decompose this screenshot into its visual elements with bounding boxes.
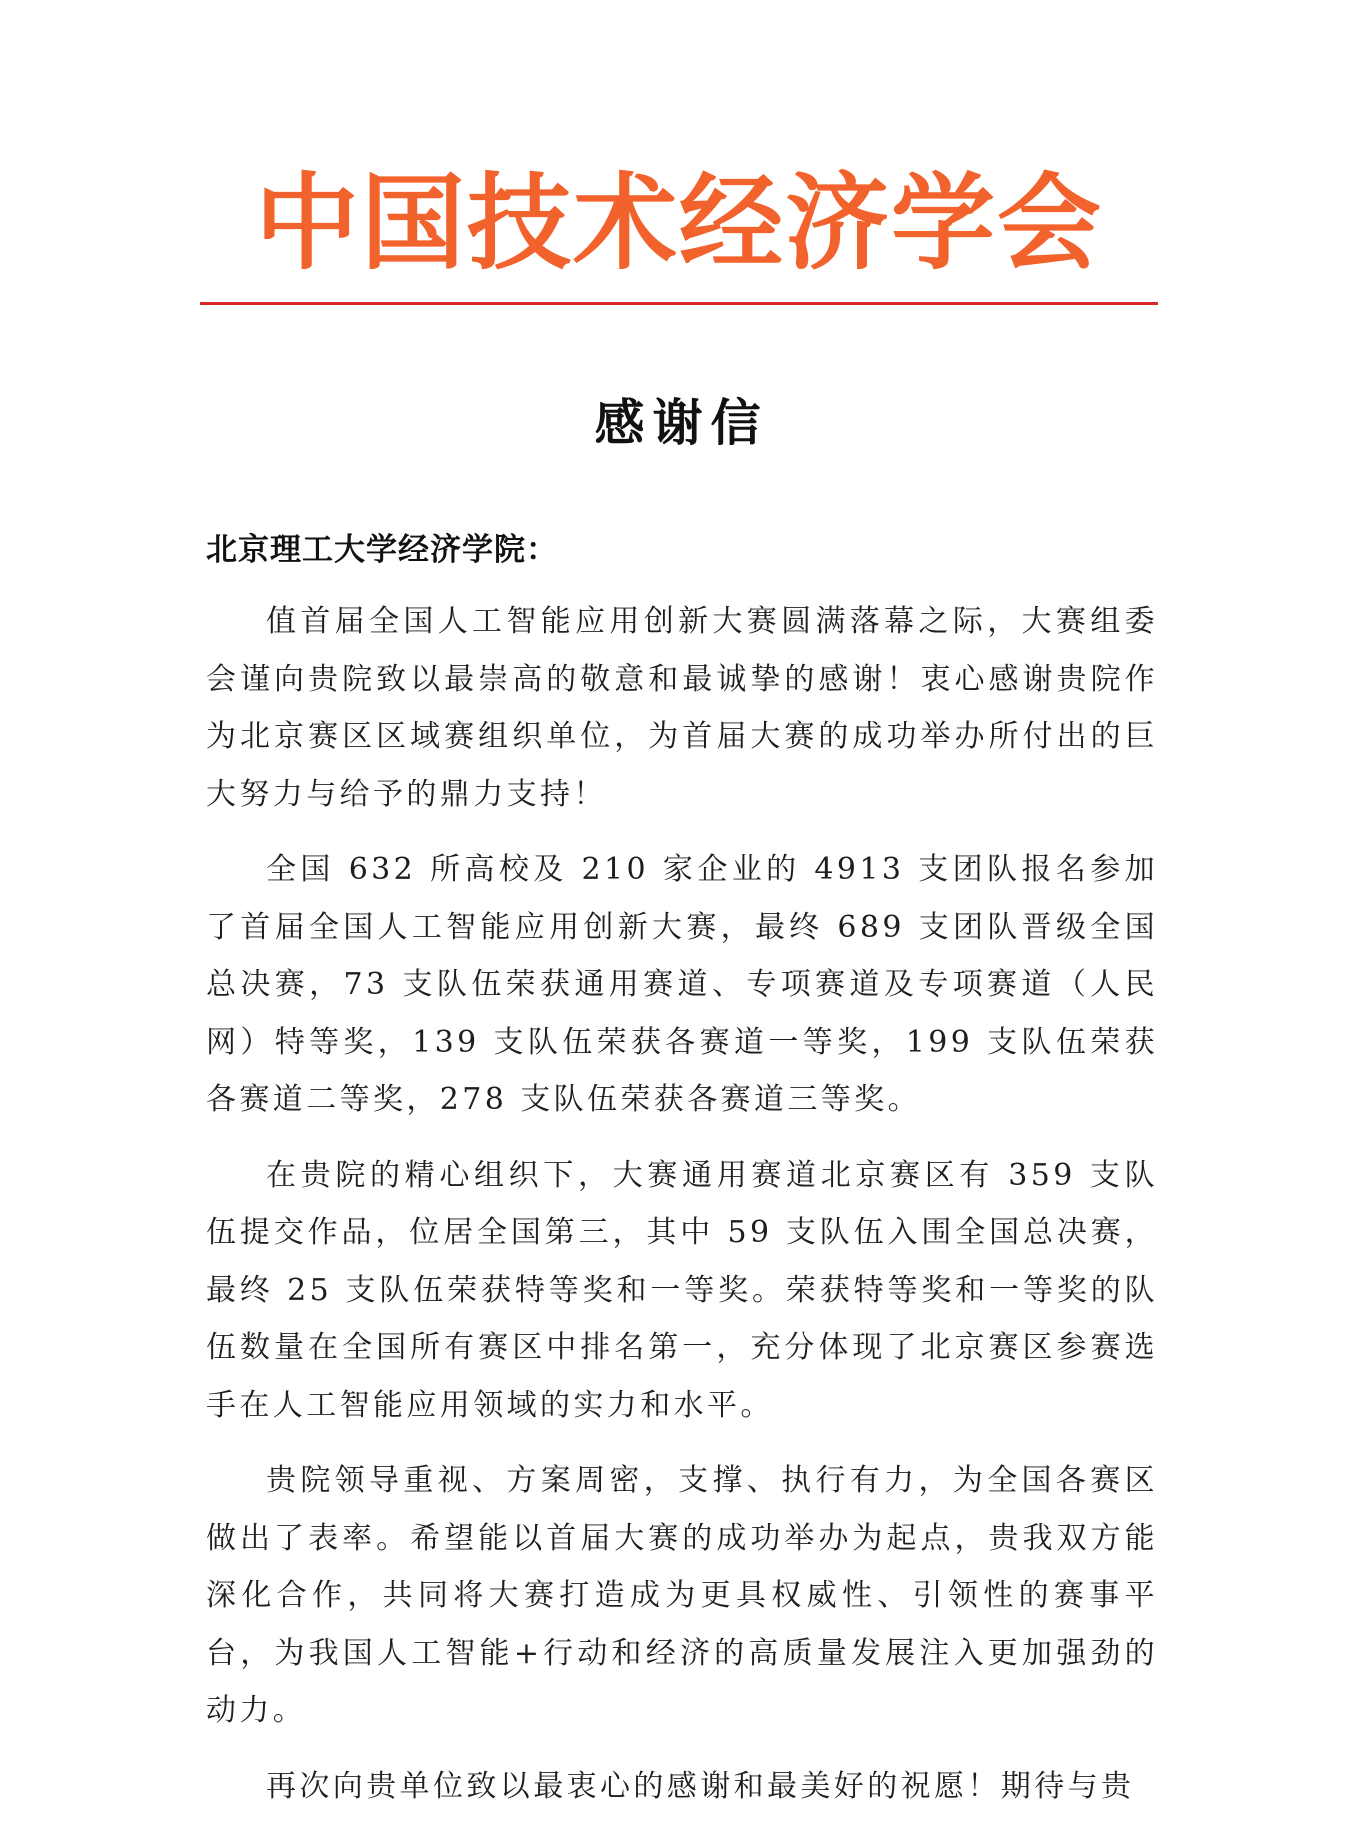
letter-body bbox=[206, 525, 1158, 1833]
letterhead-org-name: 中国技术经济学会 bbox=[254, 162, 1103, 284]
letterhead-divider bbox=[200, 302, 1158, 305]
paragraph-1: 值首届全国人工智能应用创新大赛圆满落幕之际，大赛组委会谨向贵院致以最崇高的敬意和最诚挚的感谢！衷心感谢贵院作为北京赛区区域赛组织单位，为首届大赛的成功举办所付出的巨大努力与给予的鼎力支持！ bbox=[206, 604, 1158, 812]
paragraph-3: 在贵院的精心组织下，大赛通用赛道北京赛区有 359 支队伍提交作品，位居全国第三，其中 59 支队伍入围全国总决赛，最终 25 支队伍荣获特等奖和一等奖。荣获特等奖和一等奖的队伍数量在全国所有赛区中排名第一，充分体现了北京赛区参赛选手在人工智能应用领域的实力和水平。 bbox=[206, 1157, 1158, 1423]
document-title: 感谢信 bbox=[594, 394, 769, 452]
salutation: 北京理工大学经济学院： bbox=[206, 532, 558, 568]
paragraph-5: 再次向贵单位致以最衷心的感谢和最美好的祝愿！期待与贵 bbox=[266, 1768, 1135, 1804]
paragraph-4: 贵院领导重视、方案周密，支撑、执行有力，为全国各赛区做出了表率。希望能以首届大赛的成功举办为起点，贵我双方能深化合作，共同将大赛打造成为更具权威性、引领性的赛事平台，为我国人工智能+行动和经济的高质量发展注入更加强劲的动力。 bbox=[206, 1463, 1158, 1728]
paragraph-2: 全国 632 所高校及 210 家企业的 4913 支团队报名参加了首届全国人工智能应用创新大赛，最终 689 支团队晋级全国总决赛，73 支队伍荣获通用赛道、专项赛道及专项赛道（人民网）特等奖，139 支队伍荣获各赛道一等奖，199 支队伍荣获各赛道二等奖，278 支队伍荣获各赛道三等奖。 bbox=[206, 852, 1158, 1117]
